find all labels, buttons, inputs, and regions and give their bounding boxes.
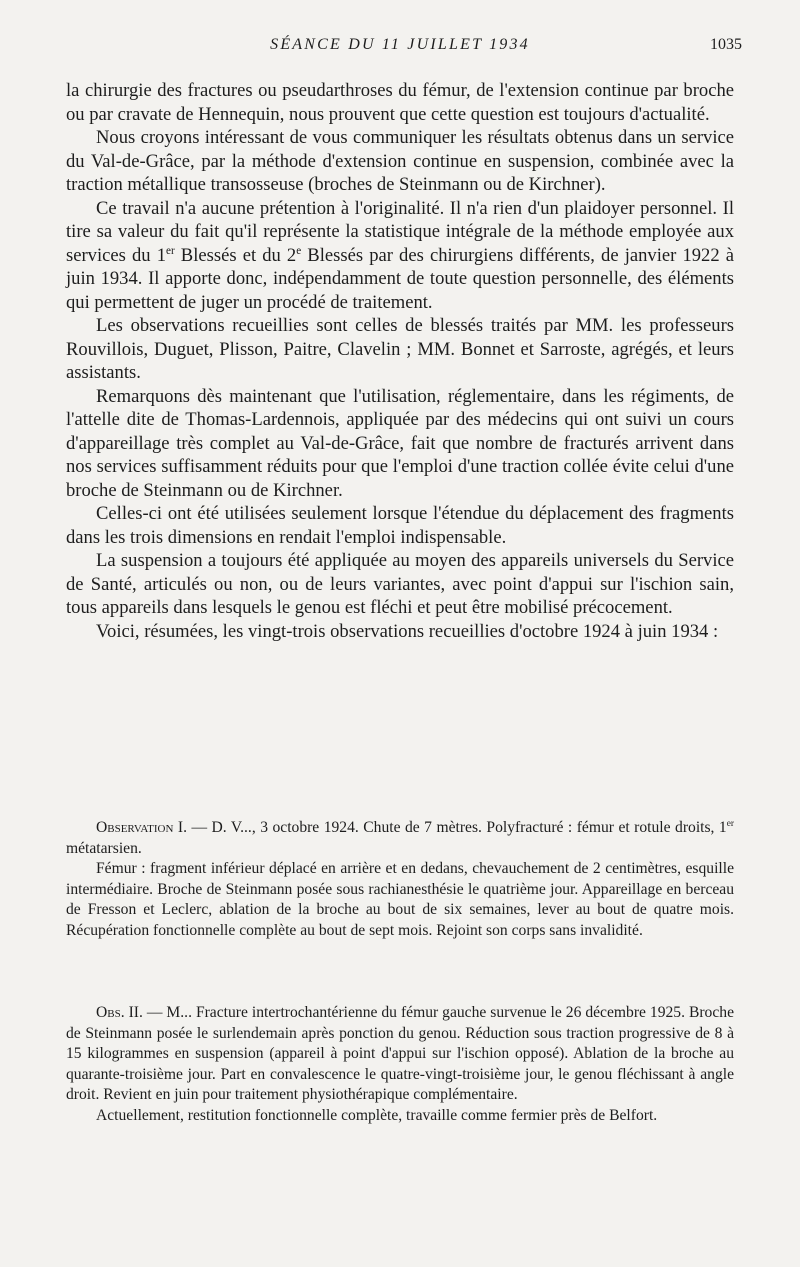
paragraph-1: la chirurgie des fractures ou pseudarthroses du fémur, de l'extension continue par broche ou par cravate de Hennequin, nous prouvent que cette question est toujours d'actualité.: [66, 80, 734, 125]
paragraph-4: Les observations recueillies sont celles de blessés traités par MM. les professeurs Rouvillois, Duguet, Plisson, Paitre, Clavelin ; MM. Bonnet et Sarroste, agrégés, et leurs assistants.: [66, 315, 734, 383]
running-title: SÉANCE DU 11 JUILLET 1934: [270, 36, 530, 53]
page-number: 1035: [710, 36, 742, 53]
observation-1-body: Fémur : fragment inférieur déplacé en arrière et en dedans, chevauchement de 2 centimètres, esquille intermédiaire. Broche de Steinmann posée sous rachianesthésie le quatrième jour. Appareillage en berceau de Fresson et Leclerc, ablation de la broche au bout de six semaines, lever au bout de quatre mois. Récupération fonctionnelle complète au bout de sept mois. Rejoint son corps sans invalidité.: [66, 860, 734, 939]
observation-1-intro: [66, 818, 734, 859]
observation-2-label: Obs. II.: [96, 1004, 143, 1021]
running-header: [66, 36, 742, 58]
observation-2-intro-text: — M... Fracture intertrochantérienne du fémur gauche survenue le 26 décembre 1925. Broche de Steinmann posée le surlendemain après ponction du genou. Réduction sous traction progressive de 8 à 15 kilogrammes en suspension (appareil à point d'appui sur l'ischion opposé). Ablation de la broche au quarante-troisième jour. Part en convalescence le quatre-vingt-troisième jour, le genou fléchissant à angle droit. Revient en juin pour traitement physiothérapique complémentaire.: [66, 1004, 734, 1103]
paragraph-7: La suspension a toujours été appliquée au moyen des appareils universels du Service de Santé, articulés ou non, ou de leurs variantes, avec point d'appui sur l'ischion sain, tous appareils dans lesquels le genou est fléchi et peut être mobilisé précocement.: [66, 550, 734, 618]
main-text: [66, 79, 734, 643]
observation-1: [66, 818, 734, 941]
observation-2-intro: [66, 1003, 734, 1106]
observation-2: [66, 1003, 734, 1126]
paragraph-2: Nous croyons intéressant de vous communiquer les résultats obtenus dans un service du Val-de-Grâce, par la méthode d'extension continue en suspension, combinée avec la traction métallique transosseuse (broches de Steinmann ou de Kirchner).: [66, 127, 734, 195]
paragraph-5: Remarquons dès maintenant que l'utilisation, réglementaire, dans les régiments, de l'attelle dite de Thomas-Lardennois, appliquée par des médecins qui ont suivi un cours d'appareillage très complet au Val-de-Grâce, fait que nombre de fracturés arrivent dans nos services suffisamment réduits pour que l'emploi d'une traction collée évite celui d'une broche de Steinmann ou de Kirchner.: [66, 385, 734, 501]
paragraph-6: Celles-ci ont été utilisées seulement lorsque l'étendue du déplacement des fragments dans les trois dimensions en rendait l'emploi indispensable.: [66, 503, 734, 548]
paragraph-3: Ce travail n'a aucune prétention à l'originalité. Il n'a rien d'un plaidoyer personnel. Il tire sa valeur du fait qu'il représente la statistique intégrale de la méthode employée aux services du 1er Blessés et du 2e Blessés par des chirurgiens différents, de janvier 1922 à juin 1934. Il apporte donc, indépendamment de toute question personnelle, des éléments qui permettent de juger un procédé de traitement.: [66, 197, 734, 313]
observation-2-body: Actuellement, restitution fonctionnelle complète, travaille comme fermier près de Belfort.: [96, 1106, 658, 1124]
observation-1-intro-text: — D. V..., 3 octobre 1924. Chute de 7 mètres. Polyfracturé : fémur et rotule droits, 1er métatarsien.: [66, 818, 734, 857]
observation-1-label: Observation I.: [96, 819, 187, 836]
paragraph-8: Voici, résumées, les vingt-trois observations recueillies d'octobre 1924 à juin 1934 :: [96, 620, 719, 642]
